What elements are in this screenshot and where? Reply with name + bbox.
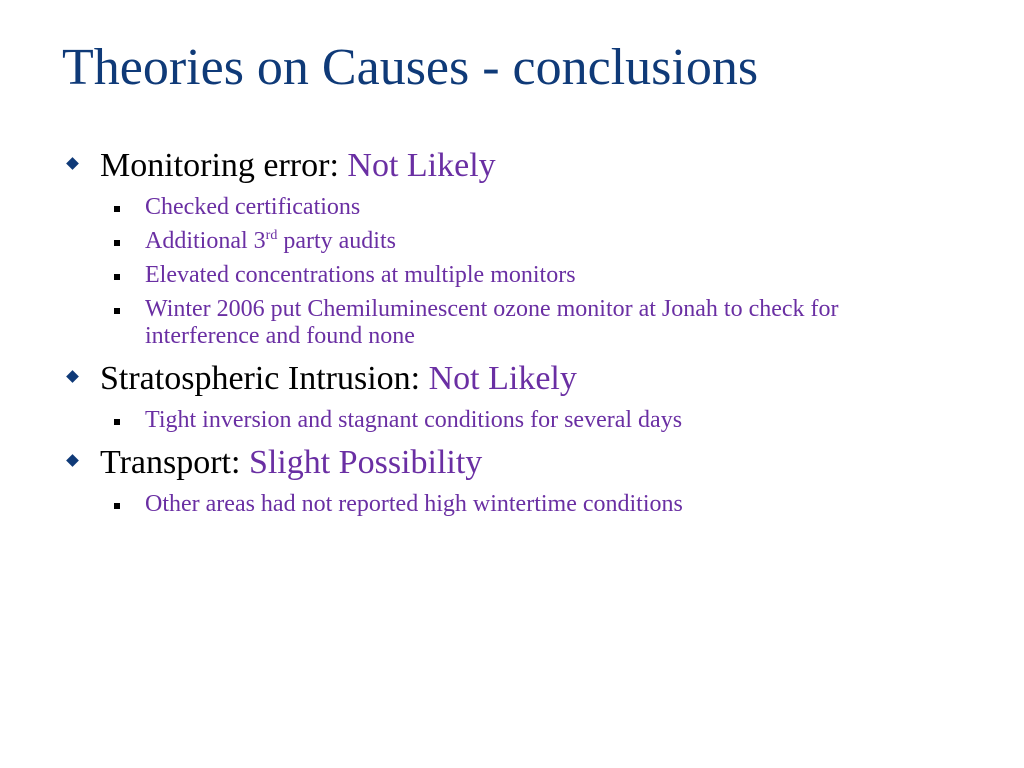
sub-bullet-text: Checked certifications <box>145 194 361 220</box>
sub-bullet-superscript: rd <box>265 228 278 243</box>
sub-bullet-text: Winter 2006 put Chemiluminescent ozone monitor at Jonah to check for interference and found none <box>145 296 839 349</box>
square-bullet-icon <box>114 419 120 425</box>
sub-bullet-item <box>62 194 962 221</box>
sub-bullet-item <box>62 262 962 289</box>
bullet-list <box>62 145 962 526</box>
diamond-bullet-icon <box>66 157 79 170</box>
square-bullet-icon <box>114 308 120 314</box>
sub-bullet-item <box>62 407 962 434</box>
bullet-heading: Monitoring error: <box>100 147 348 184</box>
bullet-verdict: Not Likely <box>347 147 496 184</box>
sub-bullet-text: Other areas had not reported high wintertime conditions <box>145 491 683 517</box>
bullet-heading: Stratospheric Intrusion: <box>100 360 429 397</box>
sub-bullet-list <box>62 407 962 434</box>
diamond-bullet-icon <box>66 370 79 383</box>
bullet-verdict: Not Likely <box>428 360 577 397</box>
square-bullet-icon <box>114 240 120 246</box>
diamond-bullet-icon <box>66 454 79 467</box>
sub-bullet-list <box>62 194 962 350</box>
sub-bullet-item <box>62 228 962 255</box>
sub-bullet-item <box>62 296 962 350</box>
square-bullet-icon <box>114 206 120 212</box>
sub-bullet-item <box>62 491 962 518</box>
sub-bullet-text: Tight inversion and stagnant conditions for several days <box>145 407 683 433</box>
bullet-transport <box>62 442 962 484</box>
square-bullet-icon <box>114 274 120 280</box>
bullet-stratospheric-intrusion <box>62 358 962 400</box>
bullet-verdict: Slight Possibility <box>248 444 483 481</box>
bullet-heading: Transport: <box>100 444 249 481</box>
sub-bullet-list <box>62 491 962 518</box>
square-bullet-icon <box>114 503 120 509</box>
sub-bullet-text-post: party audits <box>277 228 396 254</box>
sub-bullet-text-pre: Additional 3 <box>145 228 266 254</box>
bullet-monitoring-error <box>62 145 962 187</box>
slide-title: Theories on Causes - conclusions <box>62 39 759 96</box>
sub-bullet-text: Elevated concentrations at multiple monitors <box>145 262 576 288</box>
